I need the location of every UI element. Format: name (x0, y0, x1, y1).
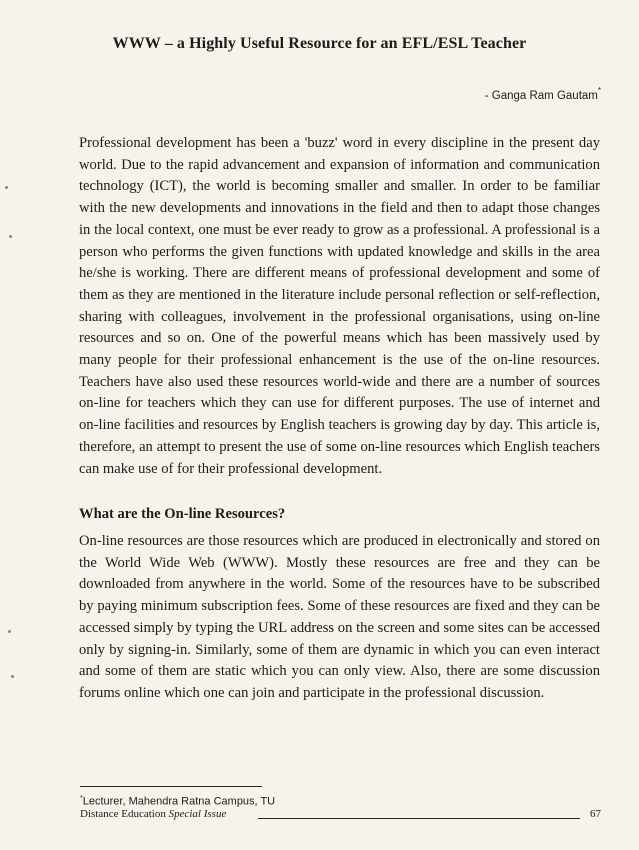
issue-label: Special Issue (168, 808, 227, 820)
author-footnote-mark: * (597, 86, 601, 95)
author-byline (485, 85, 601, 103)
author-name: - Ganga Ram Gautam (484, 89, 598, 102)
online-resources-paragraph: On-line resources are those resources which are produced in electronically and stored on the World Wide Web (WWW). Mostly these resources are free and they can be downloaded from anywhere in the world. Some of the resources have to be subscribed by paying minimum subscription fees. Some of these resources are fixed and they can be accessed simply by typing the URL address on the screen and some sites can be accessed only by signing-in. Similarly, some of them are dynamic in which you can even interact and some of them are static which you can only view. Also, there are some discussion forums online which one can join and participate in the professional discussion. (79, 533, 600, 701)
footnote-divider (80, 786, 262, 787)
intro-paragraph: Professional development has been a 'buzz' word in every discipline in the present day world. Due to the rapid advancement and expansion of information and communication technology (ICT), the world is becoming smaller and smaller. In order to be familiar with the new developments and innovations in the field and then to adapt those changes in the local context, one must be ever ready to grow as a professional. A professional is a person who performs the given functions with updated knowledge and skills in the area he/she is working. There are different means of professional development and some of them as they are mentioned in the literature include personal reflection or self-reflection, sharing with colleagues, involvement in the professional organisations, using on-line resources and so on. One of the powerful means which has been massively used by many people for their professional enhancement is the use of the on-line resources. Teachers have also used these resources world-wide and there are a number of sources on-line for teachers which they can use for different purposes. The use of internet and on-line facilities and resources by English teachers is growing day by day. This article is, therefore, an attempt to present the use of some on-line resources which English teachers can make use of for their professional development. (79, 135, 600, 477)
footer-rule (258, 818, 580, 819)
publication-name: Distance Education (80, 808, 166, 820)
section-heading: What are the On-line Resources? (79, 506, 286, 522)
article-title: WWW – a Highly Useful Resource for an EFL/ESL Teacher (112, 35, 527, 52)
footnote-text: Lecturer, Mahendra Ratna Campus, TU (82, 795, 276, 808)
scan-speck (8, 630, 11, 633)
scan-speck (11, 675, 14, 678)
footnote-mark: * (80, 795, 83, 802)
page-number: 67 (590, 808, 601, 820)
running-footer (80, 807, 226, 821)
scan-speck (5, 186, 8, 189)
scan-speck (9, 235, 12, 238)
